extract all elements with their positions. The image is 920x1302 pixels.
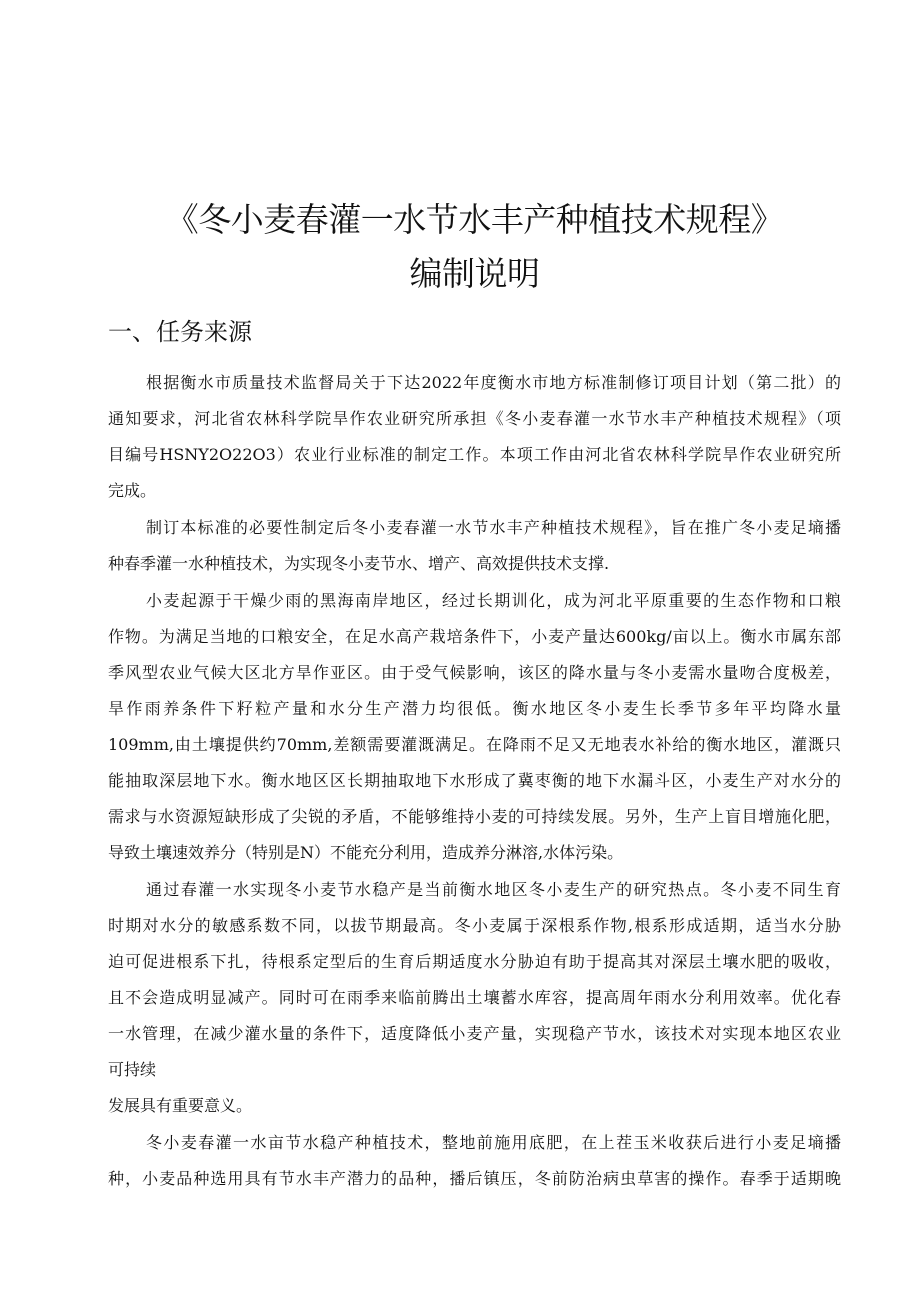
paragraph-line: 作物。为满足当地的口粮安全，在足水高产栽培条件下，小麦产量达600kg/亩以上。衡水市属东部 [108, 627, 841, 646]
paragraph-line: 发展具有重要意义。 [108, 1096, 253, 1115]
paragraph-line: 小麦起源于干燥少雨的黑海南岸地区，经过长期训化，成为河北平原重要的生态作物和口粮 [146, 591, 841, 610]
paragraph-line: 时期对水分的敏感系数不同，以拔节期最高。冬小麦属于深根系作物,根系形成适期，适当水分胁 [108, 916, 841, 935]
paragraph-line: 且不会造成明显减产。同时可在雨季来临前腾出土壤蓄水库容，提高周年雨水分利用效率。优化春 [108, 988, 841, 1007]
paragraph-line: 一水管理，在减少灌水量的条件下，适度降低小麦产量，实现稳产节水，该技术对实现本地区农业 [108, 1024, 841, 1043]
paragraph-line: 旱作雨养条件下籽粒产量和水分生产潜力均很低。衡水地区冬小麦生长季节多年平均降水量 [108, 699, 841, 718]
paragraph-line: 109mm,由土壤提供约70mm,差额需要灌溉满足。在降雨不足又无地表水补给的衡水地区，灌溉只 [108, 735, 841, 754]
paragraph-line: 种，小麦品种选用具有节水丰产潜力的品种，播后镇压，冬前防治病虫草害的操作。春季于适期晚 [108, 1169, 841, 1188]
paragraph-line: 导致土壤速效养分（特别是N）不能充分利用，造成养分淋溶,水体污染。 [108, 843, 624, 862]
paragraph-line: 通知要求，河北省农林科学院旱作农业研究所承担《冬小麦春灌一水节水丰产种植技术规程》（项 [108, 409, 841, 428]
paragraph-line: 通过春灌一水实现冬小麦节水稳产是当前衡水地区冬小麦生产的研究热点。冬小麦不同生育 [146, 880, 841, 899]
paragraph-line: 制订本标准的必要性制定后冬小麦春灌一水节水丰产种植技术规程》，旨在推广冬小麦足墒播 [146, 518, 841, 537]
paragraph-line: 能抽取深层地下水。衡水地区区长期抽取地下水形成了冀枣衡的地下水漏斗区，小麦生产对水分的 [108, 771, 841, 790]
paragraph-line: 根据衡水市质量技术监督局关于下达2022年度衡水市地方标准制修订项目计划（第二批）的 [146, 373, 841, 392]
paragraph-line: 种春季灌一水种植技术，为实现冬小麦节水、增产、高效提供技术支撑. [108, 554, 610, 573]
paragraph-line: 可持续 [108, 1060, 157, 1079]
document-subtitle: 编制说明 [409, 254, 540, 293]
paragraph-line: 迫可促进根系下扎，待根系定型后的生育后期适度水分胁迫有助于提高其对深层土壤水肥的吸收， [108, 952, 841, 971]
document-title: 《冬小麦春灌一水节水丰产种植技术规程》 [165, 200, 784, 239]
paragraph-line: 完成。 [108, 481, 157, 500]
paragraph-line: 目编号HSNY2O22O3）农业行业标准的制定工作。本项工作由河北省农林科学院旱作农业研究所 [108, 445, 841, 464]
paragraph-line: 冬小麦春灌一水亩节水稳产种植技术，整地前施用底肥，在上茬玉米收获后进行小麦足墒播 [146, 1133, 841, 1152]
paragraph-line: 需求与水资源短缺形成了尖锐的矛盾，不能够维持小麦的可持续发展。另外，生产上盲目增施化肥， [108, 807, 841, 826]
paragraph-line: 季风型农业气候大区北方旱作亚区。由于受气候影响，该区的降水量与冬小麦需水量吻合度极差， [108, 663, 841, 682]
section-heading-task-source: 一、任务来源 [108, 318, 252, 346]
